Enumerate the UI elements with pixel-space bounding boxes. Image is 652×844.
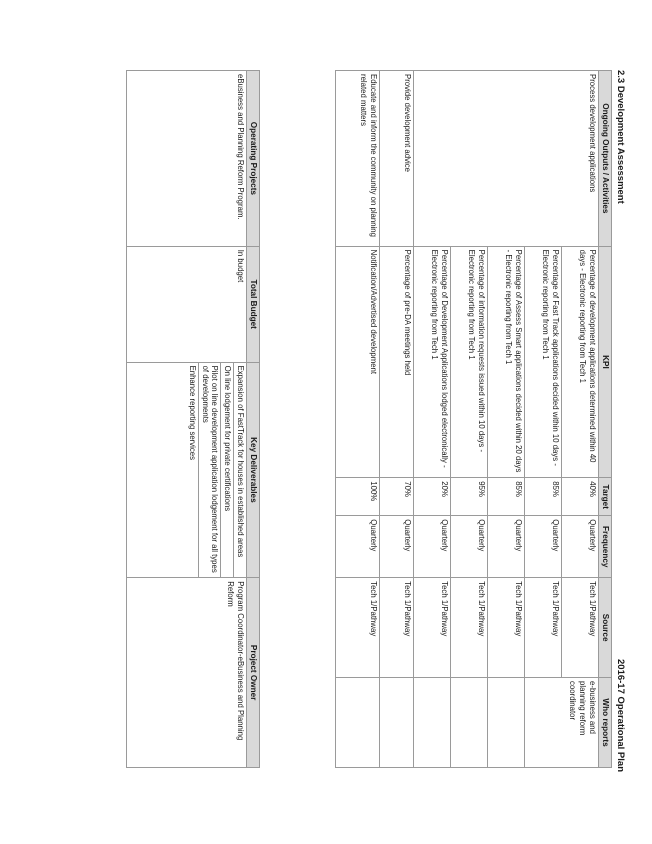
deliverable-item: Expansion of FastTrack for houses in established areas: [233, 363, 246, 578]
table-row: [335, 71, 379, 768]
activity-cell: [450, 71, 487, 247]
col-key-deliverables: Key Deliverables: [246, 362, 259, 578]
target-cell: 70%: [379, 478, 413, 516]
kpi-cell: Percentage of information requests issued within 10 days - Electronic reporting from Tech 1: [450, 246, 487, 478]
target-cell: 20%: [413, 478, 450, 516]
source-cell: Tech 1/Pathway: [450, 578, 487, 678]
who-cell: [335, 678, 379, 768]
owner-cell: Program Coordinator-eBusiness and Planning Reform: [126, 578, 246, 768]
activity-cell: [524, 71, 561, 247]
activity-cell: [487, 71, 524, 247]
table-row: [561, 71, 598, 768]
source-cell: Tech 1/Pathway: [413, 578, 450, 678]
source-cell: Tech 1/Pathway: [379, 578, 413, 678]
target-cell: 85%: [487, 478, 524, 516]
deliverable-item: Enhance reporting services: [187, 365, 197, 461]
frequency-cell: Quarterly: [379, 516, 413, 578]
who-cell: [413, 678, 450, 768]
kpi-header-row: [598, 71, 611, 768]
source-cell: Tech 1/Pathway: [561, 578, 598, 678]
target-cell: 85%: [524, 478, 561, 516]
kpi-table: [335, 70, 612, 768]
target-cell: 95%: [450, 478, 487, 516]
frequency-cell: Quarterly: [450, 516, 487, 578]
frequency-cell: Quarterly: [561, 516, 598, 578]
col-source: Source: [598, 578, 611, 678]
table-row: [487, 71, 524, 768]
activity-cell: Educate and inform the community on planning related matters: [335, 71, 379, 247]
kpi-cell: Percentage of pre-DA meetings held: [379, 246, 413, 478]
source-cell: Tech 1/Pathway: [335, 578, 379, 678]
target-cell: 100%: [335, 478, 379, 516]
who-cell: [524, 678, 561, 768]
budget-cell: In budget: [126, 246, 246, 362]
who-cell: [450, 678, 487, 768]
frequency-cell: Quarterly: [487, 516, 524, 578]
source-cell: Tech 1/Pathway: [487, 578, 524, 678]
project-cell: eBusiness and Planning Reform Program.: [126, 71, 246, 247]
activity-cell: [413, 71, 450, 247]
activity-cell: Process development applications: [561, 71, 598, 247]
deliverable-item: On line lodgement for private certifications: [220, 363, 233, 578]
col-operating-projects: Operating Projects: [246, 71, 259, 247]
kpi-cell: Notification/Advertised development: [335, 246, 379, 478]
col-kpi: KPI: [598, 246, 611, 478]
col-activity: Ongoing Outputs / Activities: [598, 71, 611, 247]
section-title: 2.3 Development Assessment: [615, 70, 626, 204]
frequency-cell: Quarterly: [413, 516, 450, 578]
kpi-cell: Percentage of Assess Smart applications decided within 20 days - Electronic reporting from Tech 1: [487, 246, 524, 478]
kpi-cell: Percentage of development applications determined within 40 days - Electronic reporting from Tech 1: [561, 246, 598, 478]
col-total-budget: Total Budget: [246, 246, 259, 362]
col-project-owner: Project Owner: [246, 578, 259, 768]
col-frequency: Frequency: [598, 516, 611, 578]
plan-title: 2016-17 Operational Plan: [615, 659, 626, 772]
who-cell: [487, 678, 524, 768]
source-cell: Tech 1/Pathway: [524, 578, 561, 678]
target-cell: 40%: [561, 478, 598, 516]
who-cell: [379, 678, 413, 768]
table-row: [524, 71, 561, 768]
kpi-cell: Percentage of Fast Track applications decided within 10 days - Electronic reporting from Tech 1: [524, 246, 561, 478]
table-row: [126, 71, 246, 768]
table-row: [450, 71, 487, 768]
col-target: Target: [598, 478, 611, 516]
table-row: [379, 71, 413, 768]
frequency-cell: Quarterly: [524, 516, 561, 578]
projects-table: [126, 70, 260, 768]
col-who-reports: Who reports: [598, 678, 611, 768]
frequency-cell: Quarterly: [335, 516, 379, 578]
deliverables-cell: [126, 362, 246, 578]
who-cell: e-business and planning reform coordinator: [561, 678, 598, 768]
projects-header-row: [246, 71, 259, 768]
kpi-cell: Percentage of Development Applications lodged electronically - Electronic reporting from Tech 1: [413, 246, 450, 478]
activity-cell: Provide development advice: [379, 71, 413, 247]
deliverable-item: Pilot on line development application lodgement for all types of developments: [198, 363, 220, 578]
table-row: [413, 71, 450, 768]
